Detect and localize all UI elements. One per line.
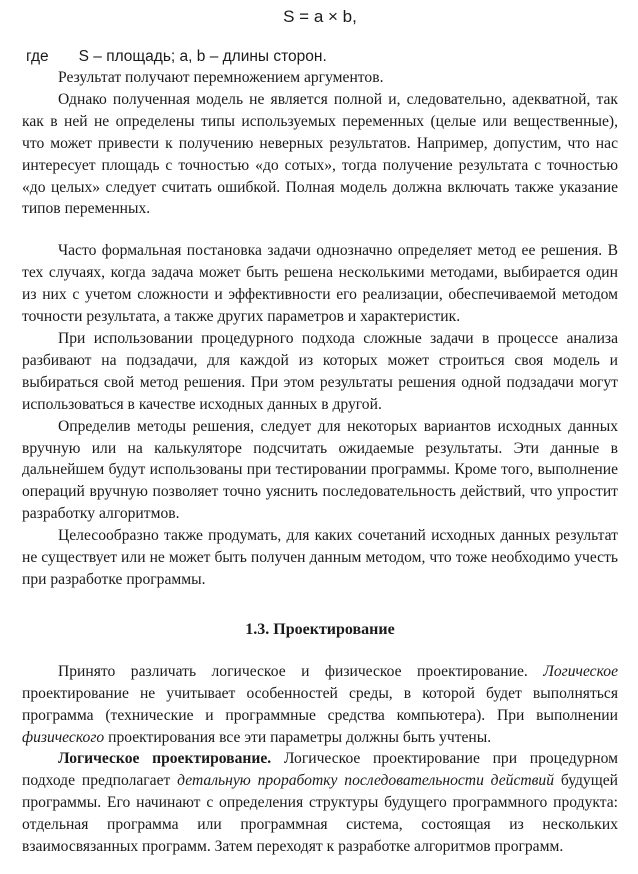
paragraph-result: Результат получают перемножением аргументов. — [58, 69, 384, 86]
emphasis-detailed-elaboration: детальную проработку последовательности действий — [177, 772, 555, 790]
text-run: проектирование не учитывает особенностей среды, в которой будет выполняться программа (технические и программные средства компьютера). При выполнении — [22, 684, 618, 724]
paragraph-manual-calculation: Определив методы решения, следует для некоторых вариантов исходных данных вручную или на калькуляторе подсчитать ожидаемые результаты. Эти данные в дальнейшем будут использованы при тестировании программы. Кроме того, выполнение операций вручную позволяет точно уяснить последовательность действий, что упростит разработку алгоритмов. — [22, 417, 618, 523]
paragraph-model-incomplete: Однако полученная модель не является полной и, следовательно, адекватной, так как в ней не определены типы используемых переменных (целые или вещественные), что может привести к получению неверных результатов. Например, допустим, что нас интересует площадь с точностью «до сотых», тогда получение результата с точностью «до целых» следует считать ошибкой. Полная модель должна включать также указание типов переменных. — [22, 90, 618, 218]
text-run: проектирования все эти параметры должны быть учтены. — [104, 728, 492, 746]
text-run: будущей программы. Его начинают с определения структуры будущего программного продукта: отдельная программа или программная система, состоящая из нескольких взаимосвязанных программ. Затем переходят к разработке алгоритмов программ. — [22, 772, 619, 856]
paragraph-input-combinations: Целесообразно также продумать, для каких сочетаний исходных данных результат не существует или не может быть получен данным методом, что тоже необходимо учесть при разработке программы. — [22, 527, 618, 588]
formula-legend-prefix: где — [26, 48, 49, 65]
paragraph-formal-statement: Часто формальная постановка задачи однозначно определяет метод ее решения. В тех случаях, когда задача может быть решена несколькими методами, выбирается один из них с учетом сложности и эффективности его реализации, обеспечиваемой методом точности результата, а также других параметров и характеристик. — [22, 242, 618, 326]
text-run: Логическое проектирование при процедурном подходе предполагает — [22, 750, 618, 790]
paragraph-procedural-approach: При использовании процедурного подхода сложные задачи в процессе анализа разбивают на подзадачи, для каждой из которых может строиться своя модель и выбираться свой метод решения. При этом результаты решения одной подзадачи могут использоваться в качестве исходных данных в другой. — [22, 329, 618, 413]
area-formula: S = a × b, — [283, 7, 357, 26]
section-heading: 1.3. Проектирование — [245, 620, 395, 638]
paragraph-design-types — [22, 661, 618, 749]
emphasis-physical: физического — [22, 728, 105, 746]
paragraph-logical-design — [22, 748, 618, 858]
text-run: Принято различать логическое и физическое проектирование. — [58, 662, 544, 680]
formula-legend-text: S – площадь; a, b – длины сторон. — [78, 48, 327, 65]
formula-legend — [26, 46, 618, 67]
bold-lead-in: Логическое проектирование. — [58, 750, 272, 768]
emphasis-logical: Логическое — [543, 662, 618, 680]
